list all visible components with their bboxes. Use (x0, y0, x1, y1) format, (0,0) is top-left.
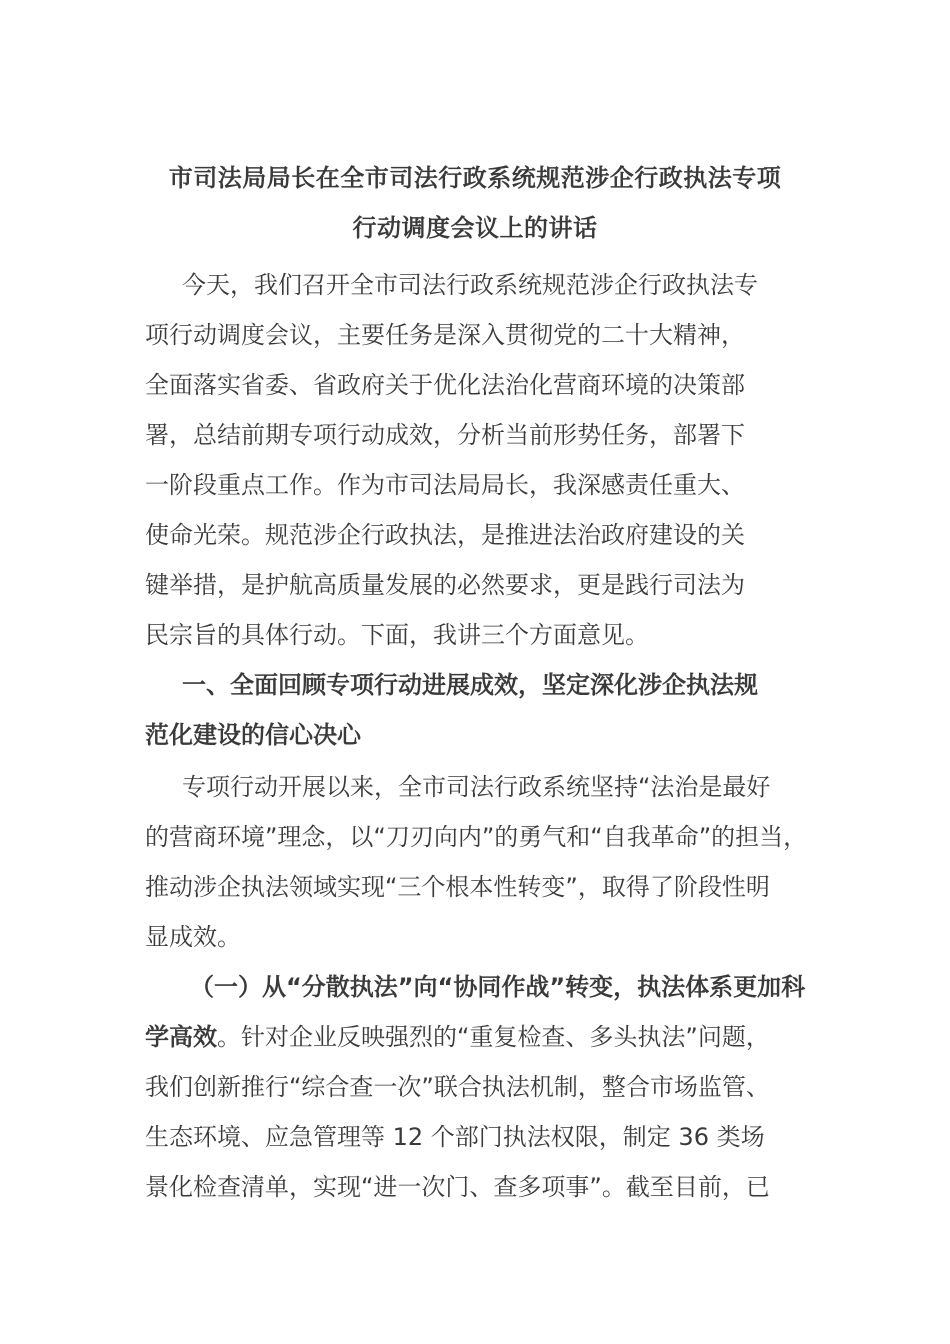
paragraph-line: 生态环境、应急管理等 12 个部门执法权限，制定 36 类场 (145, 1123, 765, 1151)
section-heading-line: 一、全面回顾专项行动进展成效，坚定深化涉企执法规 (182, 671, 758, 699)
paragraph-line: 推动涉企执法领域实现“三个根本性转变”，取得了阶段性明 (145, 873, 770, 901)
paragraph-line: 景化检查清单，实现“进一次门、查多项事”。截至目前，已 (145, 1173, 770, 1201)
paragraph-line: 民宗旨的具体行动。下面，我讲三个方面意见。 (145, 621, 649, 649)
section-heading-line: 范化建设的信心决心 (145, 721, 361, 749)
paragraph-line: 全面落实省委、省政府关于优化法治化营商环境的决策部 (145, 371, 745, 399)
subsection-heading-tail: 学高效 (145, 1023, 217, 1051)
paragraph-line: 使命光荣。规范涉企行政执法，是推进法治政府建设的关 (145, 521, 745, 549)
paragraph-line: 项行动调度会议，主要任务是深入贯彻党的二十大精神， (145, 321, 745, 349)
subsection-heading-line: （一）从“分散执法”向“协同作战”转变，执法体系更加科 (190, 973, 806, 1001)
document-title-line-2: 行动调度会议上的讲话 (352, 214, 598, 242)
paragraph-line: 的营商环境”理念，以“刀刃向内”的勇气和“自我革命”的担当， (145, 823, 808, 851)
paragraph-line: 署，总结前期专项行动成效，分析当前形势任务，部署下 (145, 421, 745, 449)
paragraph-line: 今天，我们召开全市司法行政系统规范涉企行政执法专 (182, 271, 758, 299)
paragraph-text: 。针对企业反映强烈的“重复检查、多头执法”问题， (217, 1023, 770, 1051)
paragraph-line: 键举措，是护航高质量发展的必然要求，更是践行司法为 (145, 571, 745, 599)
paragraph-line: 我们创新推行“综合查一次”联合执法机制，整合市场监管、 (145, 1073, 770, 1101)
paragraph-line: 显成效。 (145, 923, 241, 951)
paragraph-line: 一阶段重点工作。作为市司法局局长，我深感责任重大、 (145, 471, 745, 499)
document-title-line-1: 市司法局局长在全市司法行政系统规范涉企行政执法专项 (168, 164, 782, 192)
paragraph-line: 专项行动开展以来，全市司法行政系统坚持“法治是最好 (182, 773, 771, 801)
paragraph-line-mixed (145, 1022, 770, 1052)
